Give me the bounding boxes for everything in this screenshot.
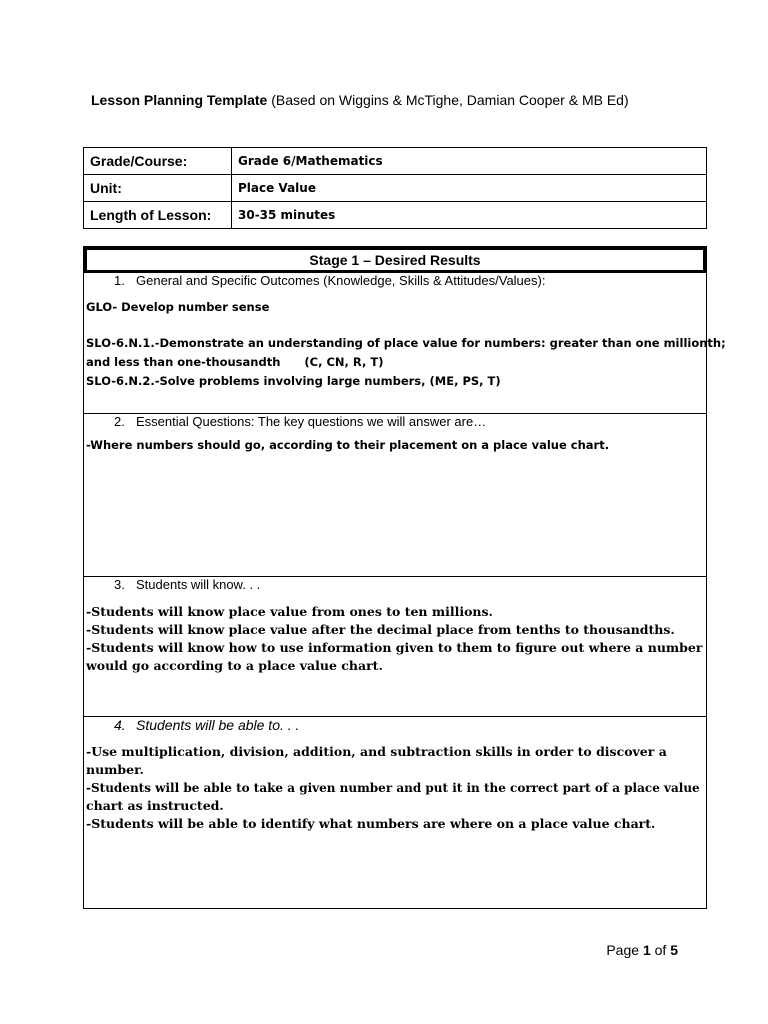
grade-value: Grade 6/Mathematics — [232, 148, 707, 175]
section-outcomes — [84, 247, 726, 413]
of-word: of — [654, 942, 667, 958]
title-rest: (Based on Wiggins & McTighe, Damian Cooper & MB Ed) — [267, 92, 629, 108]
essential-answer-line: -Where numbers should go, according to their placement on a place value chart. — [86, 438, 610, 452]
length-label: Length of Lesson: — [84, 202, 232, 229]
length-value: 30-35 minutes — [232, 202, 707, 229]
know-line-2: -Students will know place value after the decimal place from tenths to thousandths. — [86, 622, 675, 637]
able-question-text: Students will be able to. . . — [136, 717, 300, 733]
outcomes-question-text: General and Specific Outcomes (Knowledge, Skills & Attitudes/Values): — [136, 273, 546, 288]
page-word: Page — [606, 942, 640, 958]
unit-value: Place Value — [232, 175, 707, 202]
know-line-3: -Students will know how to use information given to them to figure out where a number — [86, 640, 703, 655]
able-question — [114, 717, 299, 733]
slo1-line-a: SLO-6.N.1.-Demonstrate an understanding of place value for numbers: greater than one millionth; — [86, 336, 726, 350]
essential-answer — [86, 436, 704, 455]
know-question — [114, 577, 260, 592]
glo-line: GLO- Develop number sense — [86, 300, 270, 314]
page-total: 5 — [670, 942, 678, 958]
able-line-5: -Students will be able to identify what numbers are where on a place value chart. — [86, 816, 656, 831]
info-row-grade — [84, 148, 707, 175]
essential-number: 2. — [114, 414, 125, 429]
grade-label: Grade/Course: — [84, 148, 232, 175]
know-question-text: Students will know. . . — [136, 577, 261, 592]
info-row-unit — [84, 175, 707, 202]
section-students-able — [84, 716, 706, 909]
stage-1-header: Stage 1 – Desired Results — [84, 247, 706, 273]
able-line-1: -Use multiplication, division, addition, and subtraction skills in order to discover a — [86, 744, 667, 759]
know-list — [86, 603, 704, 675]
glo-text — [86, 298, 704, 317]
slo1-line-b: and less than one-thousandth (C, CN, R, T) — [86, 355, 384, 369]
able-list — [86, 743, 704, 833]
know-line-4: would go according to a place value chart. — [86, 658, 383, 673]
unit-label: Unit: — [84, 175, 232, 202]
outcomes-question — [114, 273, 545, 288]
able-line-4: chart as instructed. — [86, 798, 224, 813]
stage-1-box — [83, 246, 726, 909]
page-footer — [606, 942, 678, 958]
able-line-2: number. — [86, 762, 144, 777]
essential-question — [114, 414, 486, 429]
essential-question-text: Essential Questions: The key questions we will answer are… — [136, 414, 487, 429]
document-title — [91, 92, 629, 108]
section-students-know — [84, 576, 706, 717]
able-line-3: -Students will be able to take a given number and put it in the correct part of a place value — [86, 781, 700, 795]
know-line-1: -Students will know place value from ones to ten millions. — [86, 604, 493, 619]
know-number: 3. — [114, 577, 125, 592]
slo2-line: SLO-6.N.2.-Solve problems involving large numbers, (ME, PS, T) — [86, 374, 501, 388]
lesson-info-table — [83, 147, 707, 229]
outcomes-number: 1. — [114, 273, 125, 288]
section-essential-questions — [84, 413, 706, 577]
slo-text — [86, 334, 726, 391]
page-current: 1 — [642, 942, 651, 958]
info-row-length — [84, 202, 707, 229]
able-number: 4. — [114, 717, 126, 733]
title-bold: Lesson Planning Template — [91, 92, 268, 108]
